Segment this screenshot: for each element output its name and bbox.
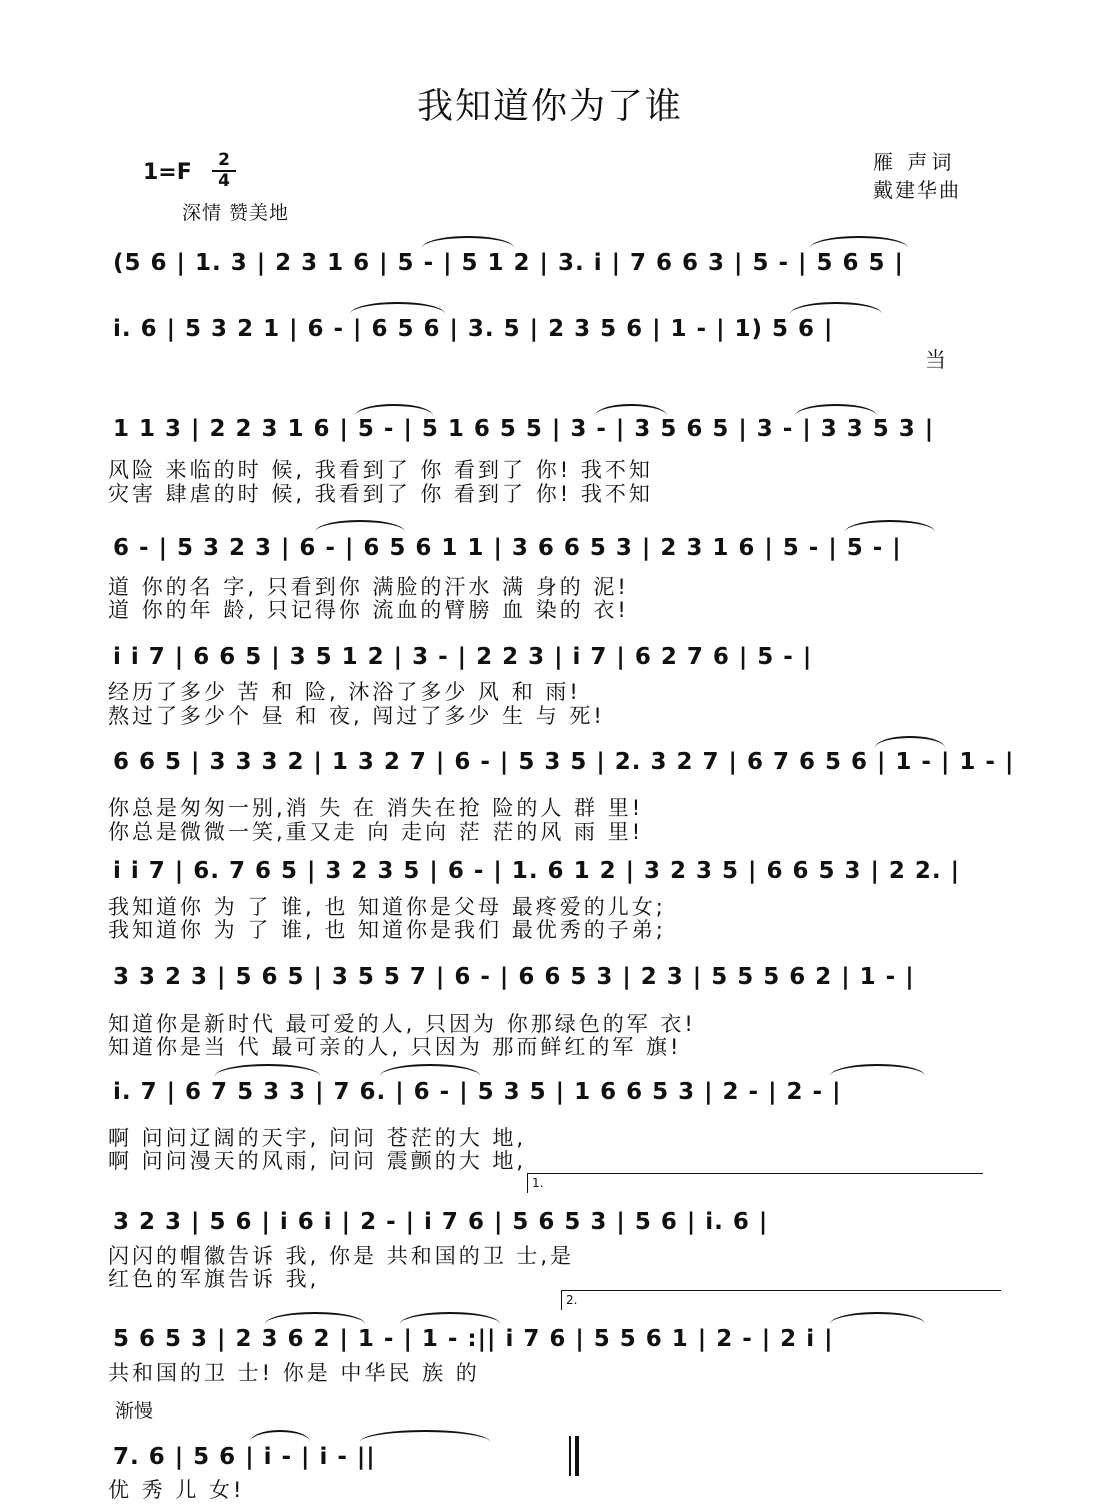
notation-line-4: 6 - | 5 3 2 3 | 6 - | 6 5 6 1 1 | 3 6 6 5 3 | 2 3 1 6 | 5 - | 5 - |: [113, 535, 902, 561]
slur-mark: [215, 1064, 320, 1076]
lyric-line-4a: 道 你的名 字, 只看到你 满脸的汗水 满 身的 泥!: [108, 575, 629, 599]
lyric-line-7b: 我知道你 为 了 谁, 也 知道你是我们 最优秀的子弟;: [108, 918, 666, 942]
slur-mark: [830, 1312, 925, 1324]
lyric-line-9a: 啊 问问辽阔的天宇, 问问 苍茫的大 地,: [108, 1126, 527, 1150]
lyric-line-9b: 啊 问问漫天的风雨, 问问 震颤的大 地,: [108, 1149, 527, 1173]
volta-1-label: 1.: [532, 1176, 544, 1190]
lyric-line-5a: 经历了多少 苦 和 险, 沐浴了多少 风 和 雨!: [108, 680, 581, 704]
notation-line-9: i. 7 | 6 7 5 3 3 | 7 6. | 6 - | 5 3 5 | 1 6 6 5 3 | 2 - | 2 - |: [113, 1079, 842, 1105]
lyric-line-7a: 我知道你 为 了 谁, 也 知道你是父母 最疼爱的儿女;: [108, 895, 666, 919]
volta-2-bracket: [561, 1290, 1001, 1291]
slur-mark: [360, 1430, 490, 1442]
slur-mark: [830, 1064, 925, 1076]
notation-line-12: 7. 6 | 5 6 | i - | i - ||: [113, 1444, 376, 1470]
lyric-line-6a: 你总是匆匆一别,消 失 在 消失在抢 险的人 群 里!: [108, 796, 644, 820]
slur-mark: [350, 302, 445, 314]
lyric-line-10b: 红色的军旗告诉 我,: [108, 1267, 320, 1291]
slur-mark: [790, 302, 882, 314]
tempo-marking: 渐慢: [115, 1400, 154, 1422]
final-barline-thin: [569, 1436, 571, 1476]
volta-1-bracket-side: [527, 1173, 528, 1193]
lyric-line-10a: 闪闪的帽徽告诉 我, 你是 共和国的卫 士,是: [108, 1244, 575, 1268]
lyric-line-8a: 知道你是新时代 最可爱的人, 只因为 你那绿色的军 衣!: [108, 1012, 696, 1036]
slur-mark: [380, 1064, 480, 1076]
notation-line-6: 6 6 5 | 3 3 3 2 | 1 3 2 7 | 6 - | 5 3 5 | 2. 3 2 7 | 6 7 6 5 6 | 1 - | 1 - |: [113, 749, 1015, 775]
final-barline-thick: [575, 1436, 579, 1476]
lyric-line-2: 当: [925, 348, 949, 372]
lyric-line-3a: 风险 来临的时 候, 我看到了 你 看到了 你! 我不知: [108, 458, 653, 482]
key-signature: 1=F: [143, 160, 192, 185]
lyricist-credit: 雁 声词: [873, 150, 956, 174]
slur-mark: [422, 236, 514, 248]
lyric-line-8b: 知道你是当 代 最可亲的人, 只因为 那而鲜红的军 旗!: [108, 1035, 682, 1059]
slur-mark: [845, 520, 935, 532]
slur-mark: [875, 736, 945, 748]
notation-line-10: 3 2 3 | 5 6 | i 6 i | 2 - | i 7 6 | 5 6 5 3 | 5 6 | i. 6 |: [113, 1209, 769, 1235]
composer-credit: 戴建华曲: [873, 178, 961, 202]
slur-mark: [315, 520, 405, 532]
notation-line-1: (5 6 | 1. 3 | 2 3 1 6 | 5 - | 5 1 2 | 3. i | 7 6 6 3 | 5 - | 5 6 5 |: [113, 250, 904, 276]
notation-line-7: i i 7 | 6. 7 6 5 | 3 2 3 5 | 6 - | 1. 6 1 2 | 3 2 3 5 | 6 6 5 3 | 2 2. |: [113, 858, 961, 884]
time-signature: [212, 152, 236, 190]
time-signature-top: 2: [218, 150, 230, 170]
lyric-line-11: 共和国的卫 士! 你是 中华民 族 的: [108, 1361, 480, 1385]
expression-marking: 深情 赞美地: [182, 202, 290, 224]
lyric-line-4b: 道 你的年 龄, 只记得你 流血的臂膀 血 染的 衣!: [108, 598, 629, 622]
lyric-line-6b: 你总是微微一笑,重又走 向 走向 茫 茫的风 雨 里!: [108, 820, 644, 844]
volta-1-bracket: [527, 1173, 983, 1174]
slur-mark: [810, 236, 908, 248]
notation-line-11: 5 6 5 3 | 2 3 6 2 | 1 - | 1 - :|| i 7 6 | 5 5 6 1 | 2 - | 2 i |: [113, 1326, 834, 1352]
volta-2-label: 2.: [566, 1293, 578, 1307]
lyric-line-12: 优 秀 儿 女!: [108, 1478, 245, 1502]
slur-mark: [355, 404, 433, 416]
slur-mark: [795, 404, 877, 416]
slur-mark: [595, 404, 667, 416]
time-signature-bottom: 4: [218, 171, 230, 191]
song-title: 我知道你为了谁: [416, 86, 683, 127]
volta-2-bracket-side: [561, 1290, 562, 1310]
lyric-line-3b: 灾害 肆虐的时 候, 我看到了 你 看到了 你! 我不知: [108, 482, 653, 506]
notation-line-3: 1 1 3 | 2 2 3 1 6 | 5 - | 5 1 6 5 5 | 3 - | 3 5 6 5 | 3 - | 3 3 5 3 |: [113, 416, 935, 442]
slur-mark: [400, 1312, 500, 1324]
notation-line-2: i. 6 | 5 3 2 1 | 6 - | 6 5 6 | 3. 5 | 2 3 5 6 | 1 - | 1) 5 6 |: [113, 316, 834, 342]
notation-line-5: i i 7 | 6 6 5 | 3 5 1 2 | 3 - | 2 2 3 | i 7 | 6 2 7 6 | 5 - |: [113, 644, 813, 670]
lyric-line-5b: 熬过了多少个 昼 和 夜, 闯过了多少 生 与 死!: [108, 704, 605, 728]
notation-line-8: 3 3 2 3 | 5 6 5 | 3 5 5 7 | 6 - | 6 6 5 3 | 2 3 | 5 5 5 6 2 | 1 - |: [113, 964, 915, 990]
slur-mark: [250, 1430, 310, 1442]
slur-mark: [265, 1312, 365, 1324]
